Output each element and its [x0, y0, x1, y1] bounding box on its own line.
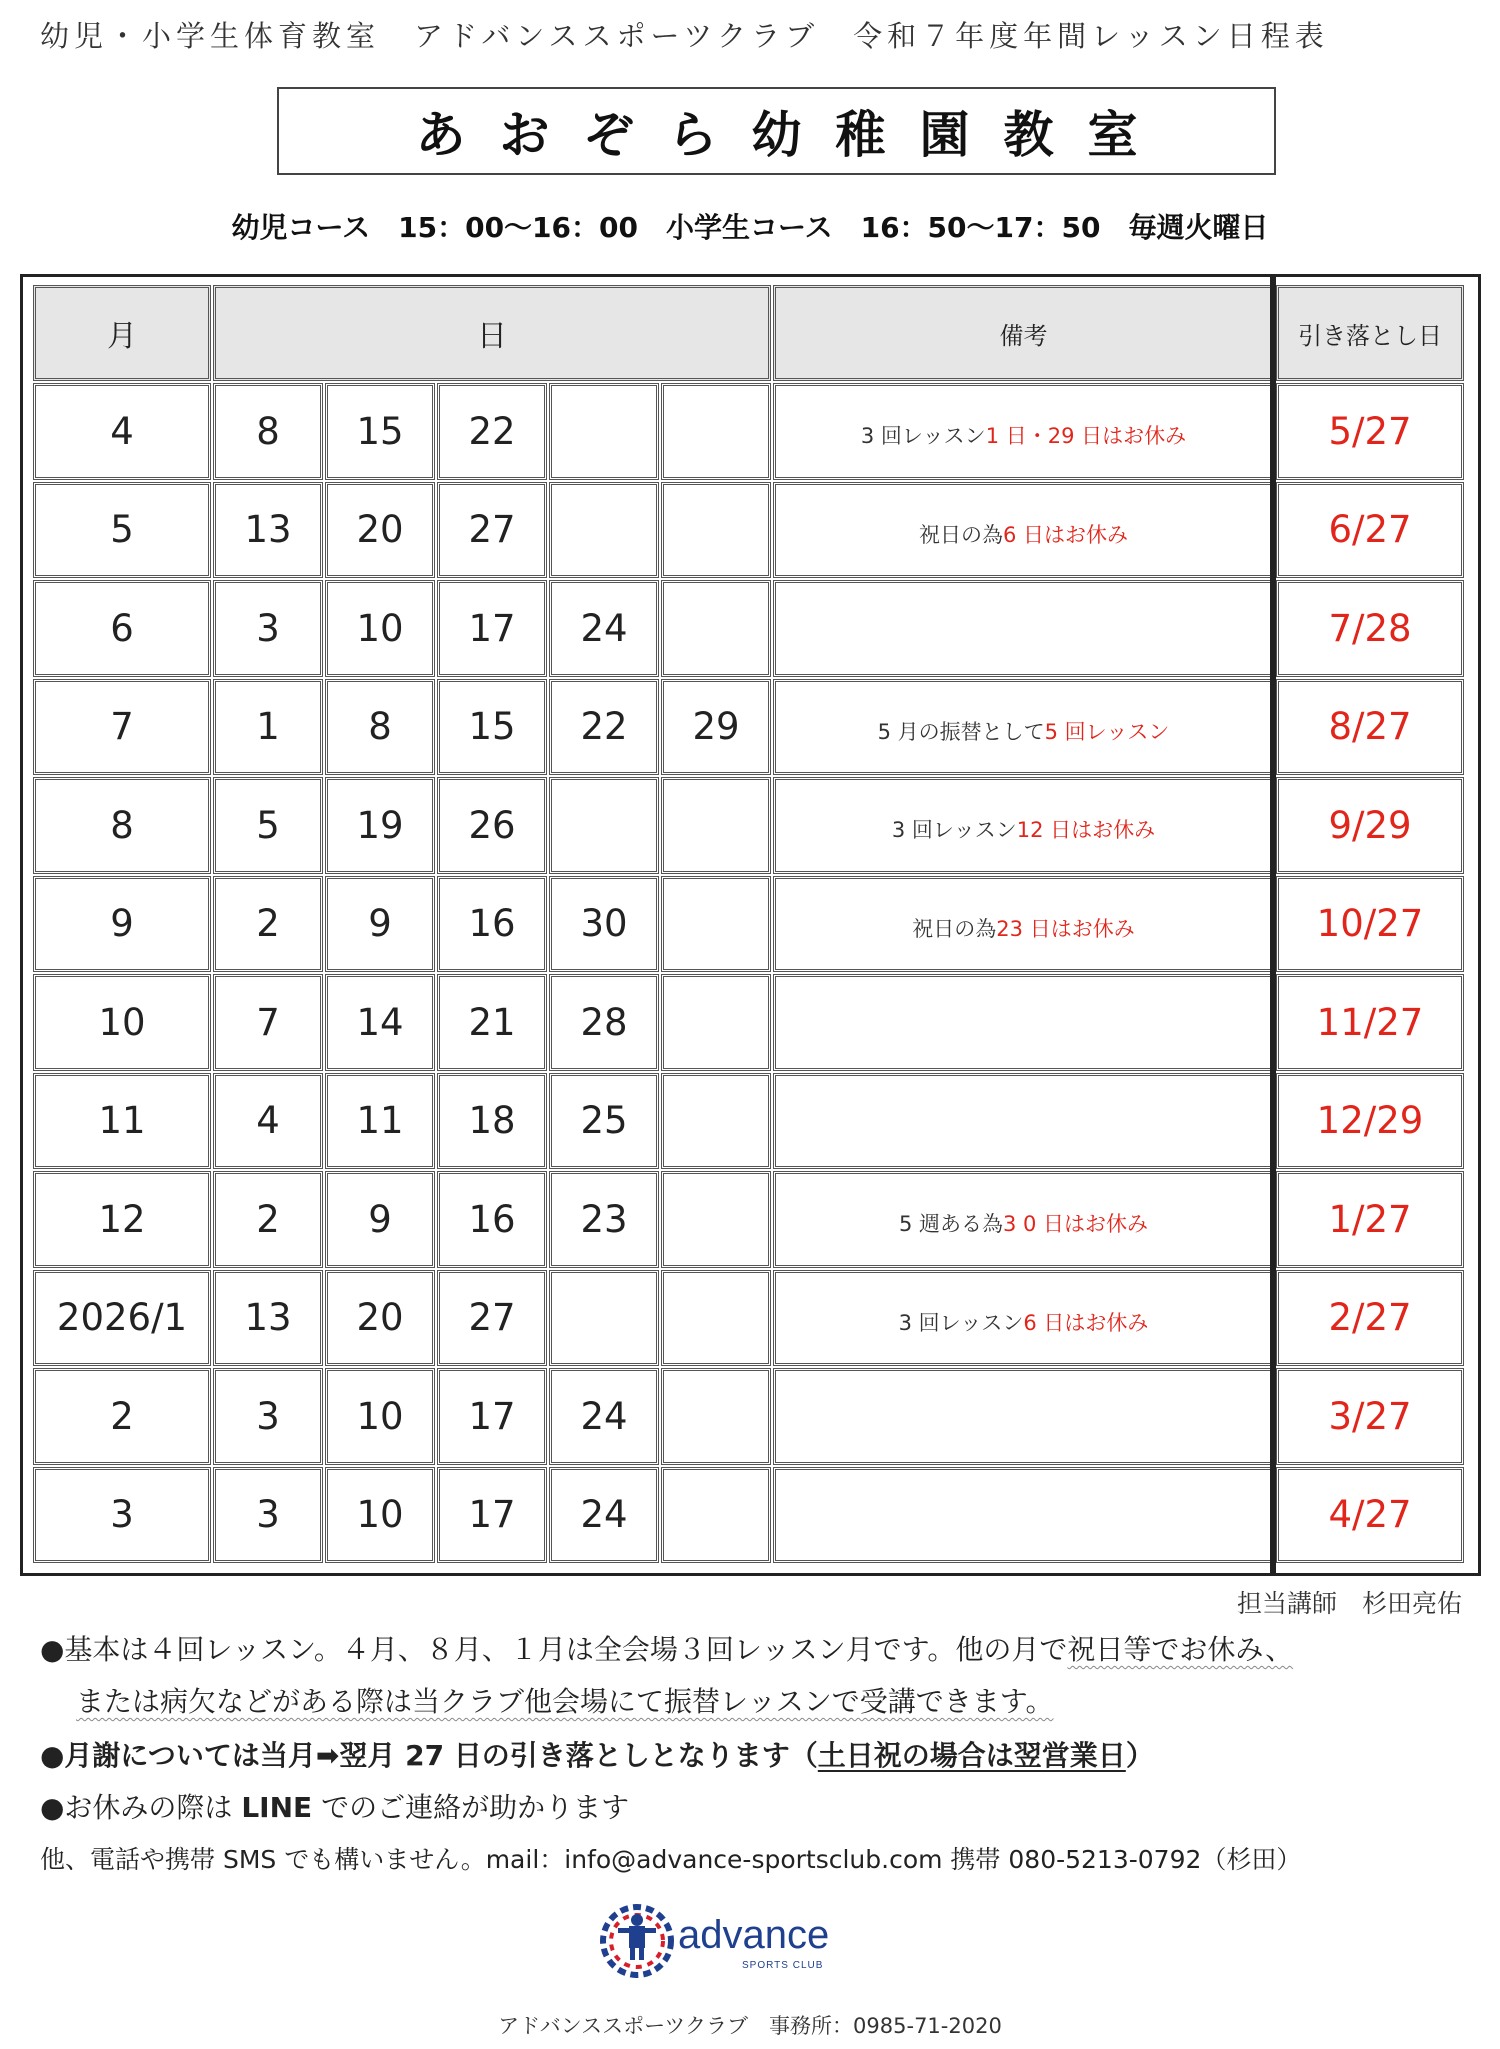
day-cell: 17 [437, 1368, 547, 1465]
note-line-4-line: LINE [241, 1791, 313, 1824]
day-cell: 27 [437, 1270, 547, 1367]
month-cell: 3 [33, 1467, 211, 1564]
month-cell: 10 [33, 974, 211, 1071]
day-cell: 28 [549, 974, 659, 1071]
remarks-cell [773, 1073, 1274, 1170]
day-cell [661, 974, 771, 1071]
remarks-cell [773, 1270, 1274, 1367]
day-cell: 3 [213, 1467, 323, 1564]
day-cell: 13 [213, 1270, 323, 1367]
day-cell: 30 [549, 876, 659, 973]
day-cell: 22 [549, 679, 659, 776]
day-cell: 10 [325, 1467, 435, 1564]
remarks-text: 3 0 日はお休み [1002, 1212, 1149, 1236]
note-line-3-text: ●月謝については当月➡翌月 27 日の引き落としとなります（ [40, 1739, 818, 1772]
course-times: 幼児コース 15：00～16：00 小学生コース 16：50～17：50 毎週火曜日 [231, 211, 1269, 244]
month-cell: 4 [33, 383, 211, 480]
debit-date-cell: 7/28 [1276, 580, 1464, 677]
day-cell: 16 [437, 1171, 547, 1268]
day-cell: 17 [437, 580, 547, 677]
note-line-3-end: ） [1125, 1739, 1154, 1772]
day-cell [661, 1368, 771, 1465]
day-cell: 3 [213, 580, 323, 677]
day-cell: 7 [213, 974, 323, 1071]
note-line-4-end: でのご連絡が助かります [312, 1791, 630, 1824]
day-cell: 26 [437, 777, 547, 874]
debit-date-cell: 4/27 [1276, 1467, 1464, 1564]
note-line-4-text: ●お休みの際は [40, 1791, 242, 1824]
day-cell: 13 [213, 482, 323, 579]
day-cell [661, 482, 771, 579]
day-cell: 10 [325, 580, 435, 677]
day-cell: 20 [325, 1270, 435, 1367]
logo-sub: SPORTS CLUB [742, 1960, 824, 1971]
remarks-text: 祝日の為 [912, 916, 997, 941]
header-day: 日 [213, 285, 771, 381]
day-cell [549, 482, 659, 579]
note-line-5: 他、電話や携帯 SMS でも構いません。mail：info@advance-sportsclub.com 携帯 080-5213-0792（杉田） [40, 1845, 1302, 1874]
header-month: 月 [33, 285, 211, 381]
remarks-text: 祝日の為 [918, 522, 1003, 547]
day-cell [549, 777, 659, 874]
remarks-text: 3 回レッスン [860, 424, 986, 448]
day-cell [661, 580, 771, 677]
day-cell: 2 [213, 1171, 323, 1268]
remarks-cell [773, 1368, 1274, 1465]
logo-emblem-icon [603, 1907, 671, 1975]
remarks-text: 5 回レッスン [1044, 719, 1170, 744]
note-line-1-text: ●基本は４回レッスン。４月、８月、１月は全会場３回レッスン月です。他の月で [40, 1633, 1068, 1666]
day-cell [661, 777, 771, 874]
day-cell: 22 [437, 383, 547, 480]
teacher-name: 担当講師 杉田亮佑 [1236, 1589, 1462, 1618]
debit-date-cell: 6/27 [1276, 482, 1464, 579]
day-cell: 16 [437, 876, 547, 973]
remarks-cell [773, 1467, 1274, 1564]
day-cell: 17 [437, 1467, 547, 1564]
day-cell: 5 [213, 777, 323, 874]
remarks-text: 6 日はお休み [1002, 522, 1129, 547]
day-cell: 24 [549, 580, 659, 677]
day-cell: 24 [549, 1467, 659, 1564]
remarks-cell [773, 580, 1274, 677]
debit-date-cell: 12/29 [1276, 1073, 1464, 1170]
header-line: 幼児・小学生体育教室 アドバンススポーツクラブ 令和７年度年間レッスン日程表 [40, 19, 1329, 53]
remarks-cell [773, 679, 1274, 776]
day-cell [661, 1073, 771, 1170]
day-cell: 4 [213, 1073, 323, 1170]
note-line-3 [40, 1734, 1154, 1774]
remarks-cell [773, 777, 1274, 874]
day-cell: 2 [213, 876, 323, 973]
note-line-3-underlined: 土日祝の場合は翌営業日 [817, 1739, 1126, 1772]
remarks-cell [773, 1171, 1274, 1268]
remarks-cell [773, 974, 1274, 1071]
debit-date-cell: 5/27 [1276, 383, 1464, 480]
note-line-1-underlined: 祝日等でお休み、 [1067, 1633, 1294, 1666]
day-cell [549, 1270, 659, 1367]
day-cell: 20 [325, 482, 435, 579]
day-cell: 3 [213, 1368, 323, 1465]
schedule-table [20, 274, 1481, 1576]
day-cell: 18 [437, 1073, 547, 1170]
day-cell: 23 [549, 1171, 659, 1268]
day-cell: 25 [549, 1073, 659, 1170]
remarks-text: 6 日はお休み [1023, 1310, 1149, 1335]
day-cell [661, 1171, 771, 1268]
debit-date-cell: 3/27 [1276, 1368, 1464, 1465]
day-cell: 1 [213, 679, 323, 776]
remarks-cell [773, 383, 1274, 480]
month-cell: 5 [33, 482, 211, 579]
debit-date-cell: 9/29 [1276, 777, 1464, 874]
remarks-text: 1 日・29 日はお休み [985, 424, 1187, 448]
day-cell [661, 383, 771, 480]
column-divider [1270, 277, 1276, 1573]
day-cell [661, 1467, 771, 1564]
debit-date-cell: 8/27 [1276, 679, 1464, 776]
day-cell: 11 [325, 1073, 435, 1170]
day-cell: 29 [661, 679, 771, 776]
advance-logo [592, 1896, 892, 1986]
month-cell: 8 [33, 777, 211, 874]
day-cell: 15 [437, 679, 547, 776]
month-cell: 12 [33, 1171, 211, 1268]
day-cell: 14 [325, 974, 435, 1071]
debit-date-cell: 11/27 [1276, 974, 1464, 1071]
day-cell: 10 [325, 1368, 435, 1465]
remarks-text: 3 回レッスン [898, 1310, 1024, 1335]
debit-date-cell: 10/27 [1276, 876, 1464, 973]
remarks-text: 12 日はお休み [1016, 818, 1156, 842]
remarks-text: 5 月の振替として [877, 719, 1045, 744]
month-cell: 11 [33, 1073, 211, 1170]
office-contact: アドバンススポーツクラブ 事務所：0985-71-2020 [498, 2014, 1002, 2038]
day-cell: 19 [325, 777, 435, 874]
day-cell: 9 [325, 1171, 435, 1268]
day-cell: 27 [437, 482, 547, 579]
note-line-2 [76, 1680, 1053, 1720]
remarks-cell [773, 482, 1274, 579]
page-title: あおぞら幼稚園教室 [415, 106, 1172, 164]
day-cell [549, 383, 659, 480]
note-line-1 [40, 1628, 1293, 1668]
remarks-text: 23 日はお休み [996, 916, 1135, 941]
month-cell: 7 [33, 679, 211, 776]
day-cell: 24 [549, 1368, 659, 1465]
month-cell: 2 [33, 1368, 211, 1465]
day-cell: 21 [437, 974, 547, 1071]
debit-date-cell: 1/27 [1276, 1171, 1464, 1268]
day-cell [661, 1270, 771, 1367]
day-cell: 8 [213, 383, 323, 480]
month-cell: 2026/1 [33, 1270, 211, 1367]
debit-date-cell: 2/27 [1276, 1270, 1464, 1367]
month-cell: 9 [33, 876, 211, 973]
header-remarks: 備考 [773, 285, 1274, 381]
remarks-text: 5 週ある為 [898, 1212, 1003, 1236]
day-cell: 15 [325, 383, 435, 480]
day-cell: 9 [325, 876, 435, 973]
day-cell [661, 876, 771, 973]
day-cell: 8 [325, 679, 435, 776]
header-debit-date: 引き落とし日 [1276, 285, 1464, 381]
note-line-2-text: または病欠などがある際は当クラブ他会場にて振替レッスンで受講できます。 [76, 1685, 1054, 1718]
title-box [277, 87, 1276, 175]
month-cell: 6 [33, 580, 211, 677]
note-line-4 [40, 1786, 629, 1826]
logo-word: advance [678, 1913, 830, 1957]
remarks-cell [773, 876, 1274, 973]
remarks-text: 3 回レッスン [891, 818, 1017, 842]
